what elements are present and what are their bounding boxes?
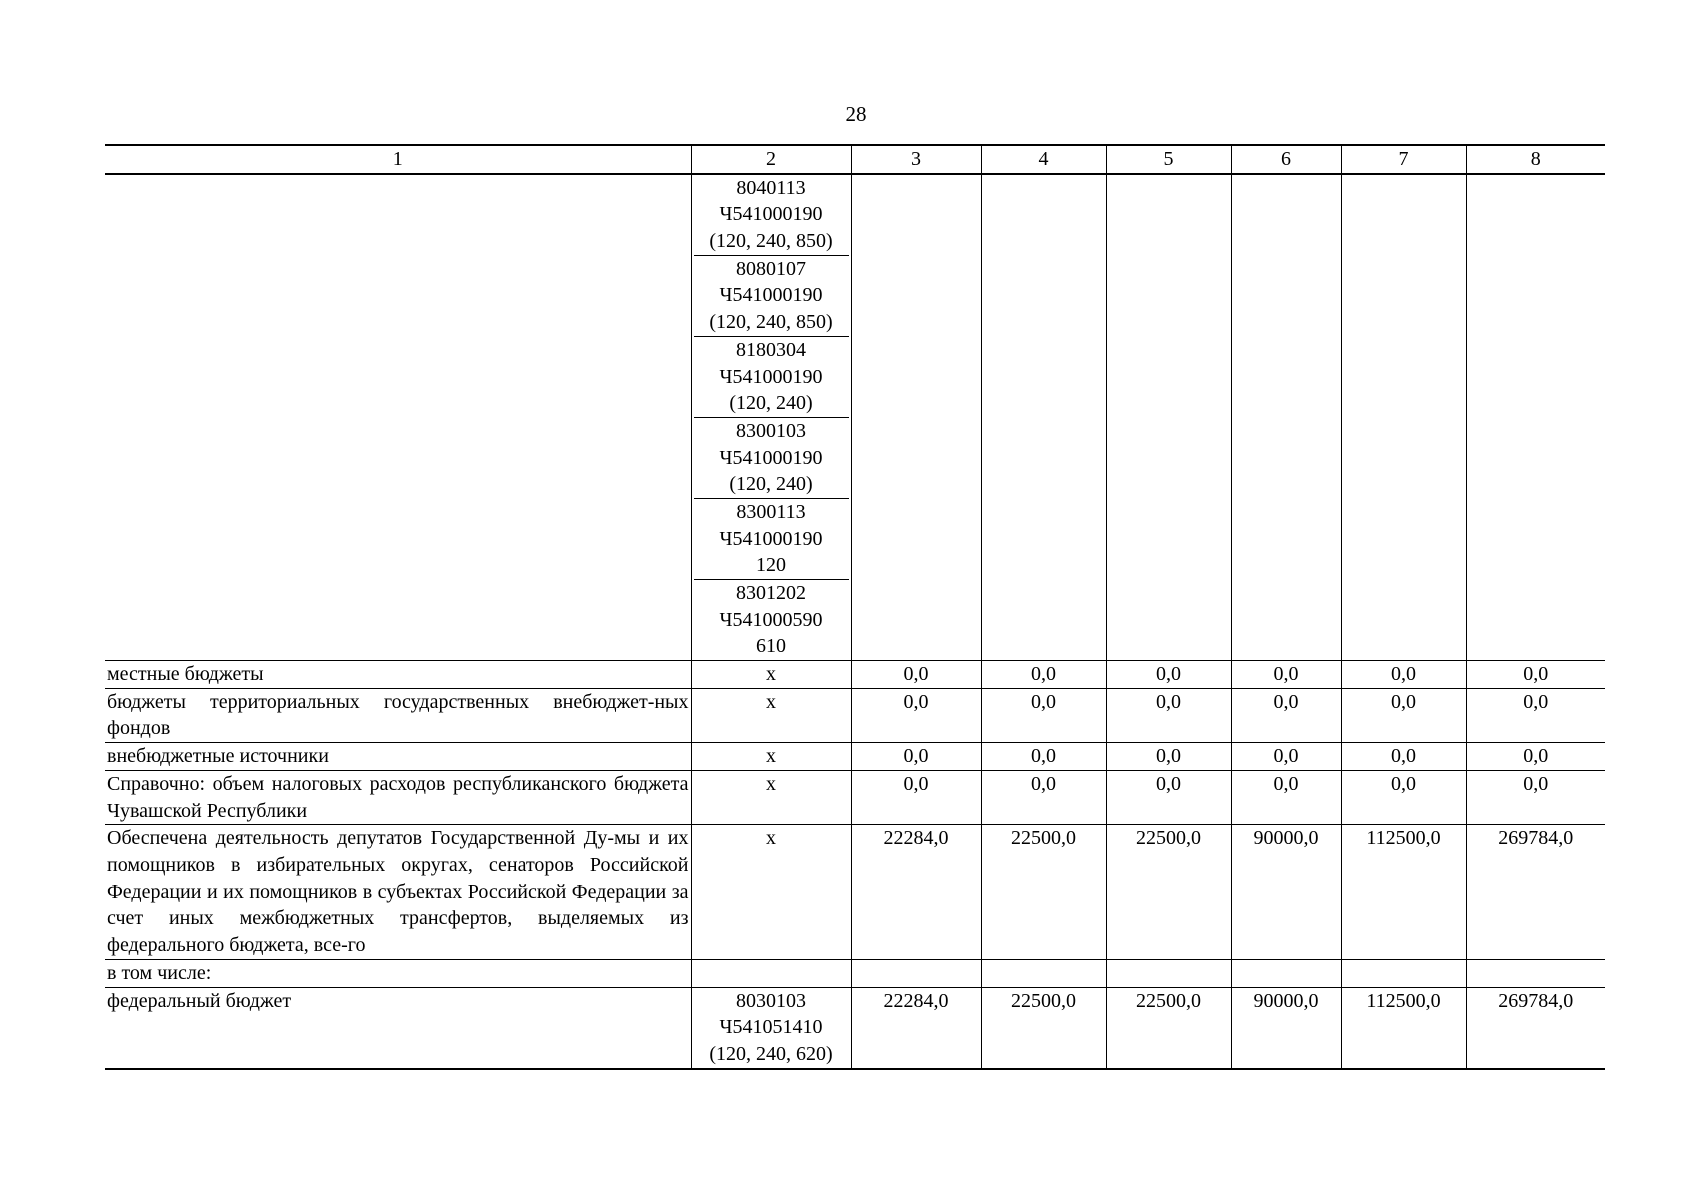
value-cell: 0,0 (1341, 688, 1466, 742)
table-row (105, 770, 1605, 824)
row-code: х (691, 825, 851, 960)
value-cell: 0,0 (1106, 770, 1231, 824)
row-code (691, 987, 851, 1069)
code-line: 8180304 (736, 338, 806, 361)
header-cell: 5 (1106, 145, 1231, 174)
row-label: федеральный бюджет (105, 987, 691, 1069)
budget-code-block (694, 499, 849, 580)
value-cell: 0,0 (851, 688, 981, 742)
table-row (105, 959, 1605, 987)
value-cell: 0,0 (1106, 743, 1231, 771)
code-line: (120, 240, 850) (709, 230, 833, 253)
value-cell: 0,0 (1231, 770, 1341, 824)
budget-code-block (694, 175, 849, 256)
code-line: Ч541000190 (719, 284, 823, 307)
value-cell: 0,0 (1341, 743, 1466, 771)
value-cell (1341, 959, 1466, 987)
table-row (105, 661, 1605, 689)
table-row (105, 743, 1605, 771)
value-cell (981, 959, 1106, 987)
value-cell: 0,0 (1466, 743, 1605, 771)
value-cell: 90000,0 (1231, 825, 1341, 960)
value-cell: 269784,0 (1466, 825, 1605, 960)
code-line: 8080107 (736, 257, 806, 280)
header-row (105, 145, 1605, 174)
value-cell: 22500,0 (981, 987, 1106, 1069)
code-line: Ч541000190 (719, 446, 823, 469)
code-line: Ч541051410 (719, 1016, 823, 1039)
row-label: местные бюджеты (105, 661, 691, 689)
value-cell: 0,0 (851, 661, 981, 689)
header-cell: 3 (851, 145, 981, 174)
row-label: бюджеты территориальных государственных внебюджет-ных фондов (105, 688, 691, 742)
budget-code-block (694, 418, 849, 499)
code-line: (120, 240) (729, 473, 813, 496)
code-line: 610 (756, 635, 786, 658)
value-cell: 22284,0 (851, 987, 981, 1069)
value-cell: 269784,0 (1466, 987, 1605, 1069)
code-line: Ч541000590 (719, 608, 823, 631)
empty-label-cell (105, 174, 691, 661)
value-cell: 90000,0 (1231, 987, 1341, 1069)
budget-code-block (694, 337, 849, 418)
row-label: Справочно: объем налоговых расходов республиканского бюджета Чувашской Республики (105, 770, 691, 824)
empty-value-cell (1231, 174, 1341, 661)
value-cell: 0,0 (1231, 743, 1341, 771)
value-cell (851, 959, 981, 987)
budget-code-block (694, 256, 849, 337)
value-cell: 0,0 (981, 688, 1106, 742)
header-cell: 6 (1231, 145, 1341, 174)
value-cell (1466, 959, 1605, 987)
value-cell: 0,0 (1466, 661, 1605, 689)
value-cell: 22284,0 (851, 825, 981, 960)
value-cell: 0,0 (1341, 770, 1466, 824)
header-cell: 4 (981, 145, 1106, 174)
code-line: Ч541000190 (719, 365, 823, 388)
header-cell: 8 (1466, 145, 1605, 174)
row-code: х (691, 661, 851, 689)
table-row (105, 825, 1605, 960)
value-cell: 22500,0 (1106, 987, 1231, 1069)
value-cell: 0,0 (1341, 661, 1466, 689)
empty-value-cell (1466, 174, 1605, 661)
value-cell: 0,0 (1106, 661, 1231, 689)
value-cell (1231, 959, 1341, 987)
value-cell: 0,0 (1106, 688, 1231, 742)
value-cell: 0,0 (851, 743, 981, 771)
value-cell: 0,0 (981, 661, 1106, 689)
row-label: внебюджетные источники (105, 743, 691, 771)
budget-codes-cell (691, 174, 851, 661)
value-cell: 0,0 (1231, 661, 1341, 689)
empty-value-cell (1341, 174, 1466, 661)
codes-continuation-row (105, 174, 1605, 661)
row-label: Обеспечена деятельность депутатов Государственной Ду-мы и их помощников в избирательных округах, сенаторов Российской Федерации и их помощников в субъектах Российской Федерации за счет иных межбюджетных трансфертов, выделяемых из федерального бюджета, все-го (105, 825, 691, 960)
code-line: 120 (756, 554, 786, 577)
value-cell: 112500,0 (1341, 987, 1466, 1069)
page-number: 28 (845, 102, 867, 126)
header-cell: 7 (1341, 145, 1466, 174)
header-cell: 1 (105, 145, 691, 174)
code-line: 8030103 (736, 989, 806, 1012)
budget-code-block (694, 580, 849, 660)
code-line: (120, 240) (729, 392, 813, 415)
value-cell: 0,0 (851, 770, 981, 824)
value-cell: 0,0 (981, 743, 1106, 771)
header-cell: 2 (691, 145, 851, 174)
row-code (691, 959, 851, 987)
table-row (105, 688, 1605, 742)
row-code: х (691, 688, 851, 742)
value-cell: 22500,0 (981, 825, 1106, 960)
table-row (105, 987, 1605, 1069)
budget-table (105, 144, 1605, 1070)
value-cell: 22500,0 (1106, 825, 1231, 960)
code-line: (120, 240, 850) (709, 311, 833, 334)
value-cell: 0,0 (1466, 770, 1605, 824)
code-line: 8300103 (736, 419, 806, 442)
code-line: (120, 240, 620) (709, 1042, 833, 1065)
value-cell: 112500,0 (1341, 825, 1466, 960)
empty-value-cell (851, 174, 981, 661)
code-line: 8300113 (736, 500, 806, 523)
value-cell: 0,0 (1466, 688, 1605, 742)
empty-value-cell (1106, 174, 1231, 661)
row-label: в том числе: (105, 959, 691, 987)
code-line: Ч541000190 (719, 203, 823, 226)
code-line: Ч541000190 (719, 527, 823, 550)
value-cell: 0,0 (1231, 688, 1341, 742)
code-line: 8040113 (736, 176, 806, 199)
empty-value-cell (981, 174, 1106, 661)
row-code: х (691, 770, 851, 824)
value-cell (1106, 959, 1231, 987)
row-code: х (691, 743, 851, 771)
code-line: 8301202 (736, 582, 806, 605)
value-cell: 0,0 (981, 770, 1106, 824)
